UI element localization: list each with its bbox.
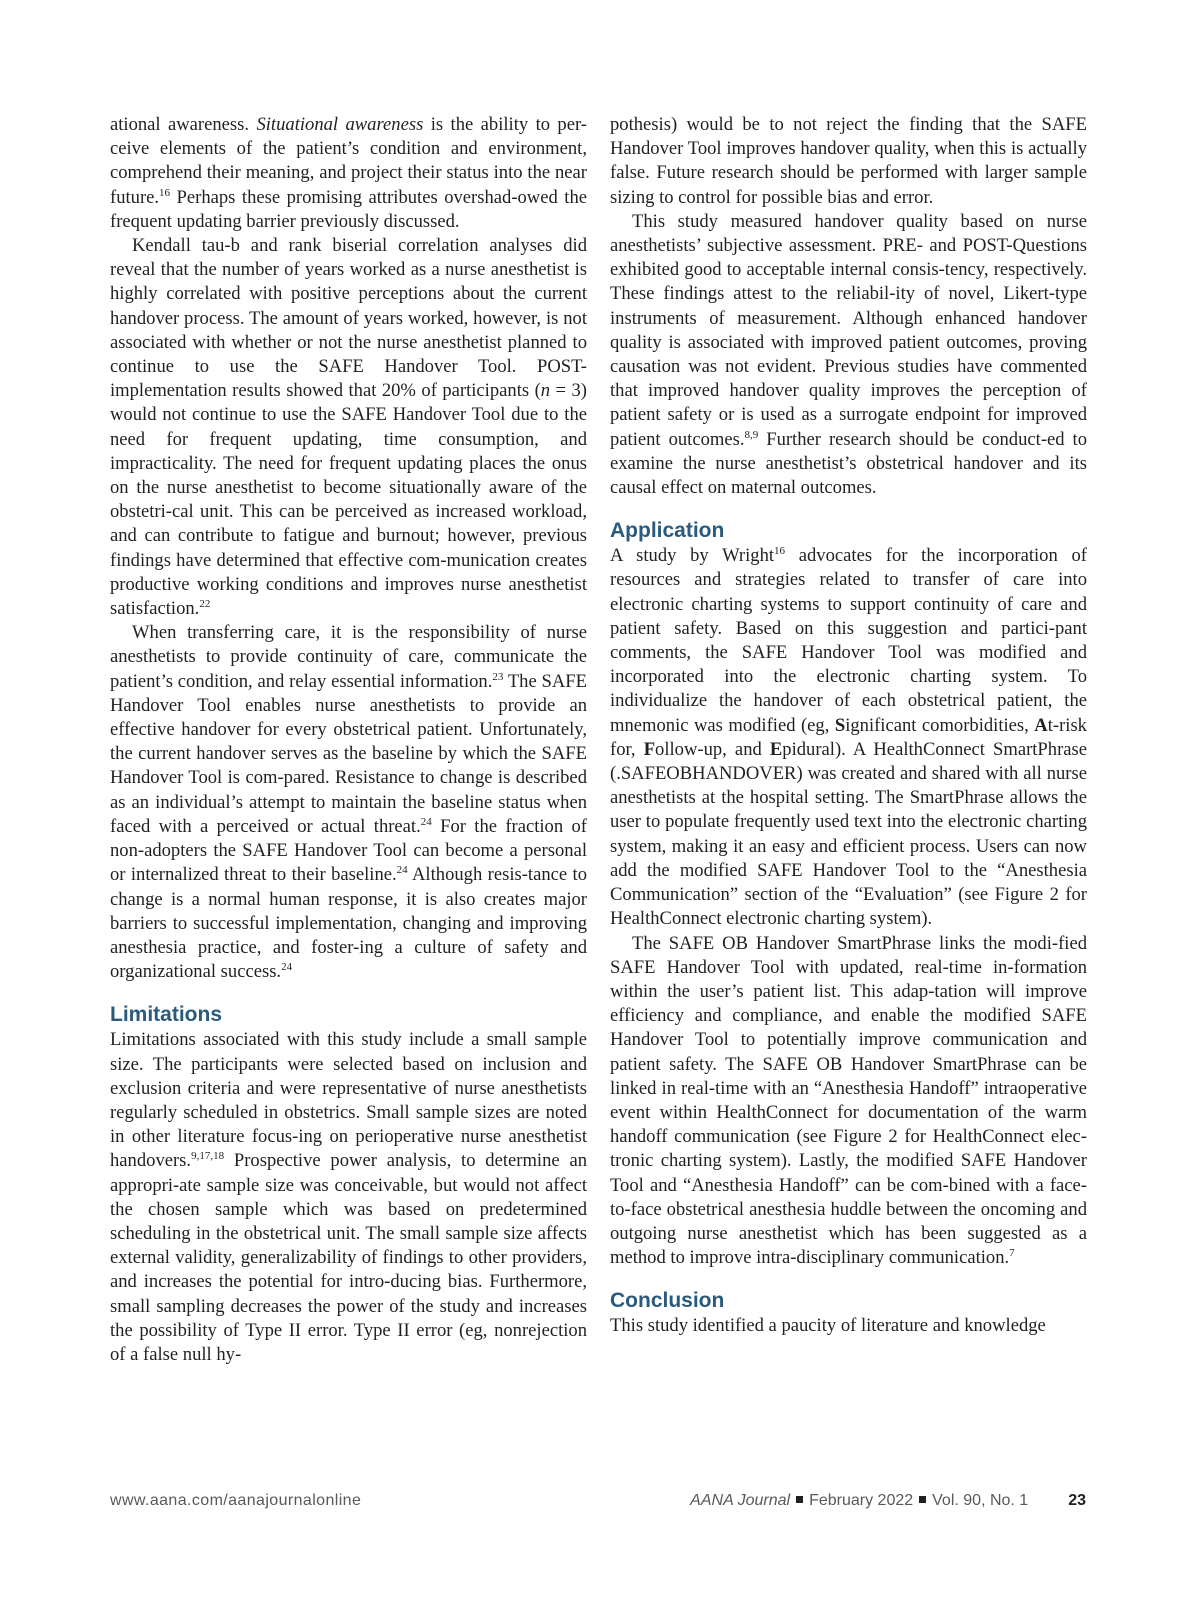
citation-ref: 23: [492, 670, 504, 683]
paragraph-conclusion: This study identified a paucity of literature and knowledge: [610, 1315, 1046, 1337]
footer-citation: [690, 1492, 1086, 1510]
citation-ref: 24: [281, 960, 293, 973]
section-heading-conclusion: Conclusion: [610, 1289, 725, 1313]
citation-ref: 16: [159, 186, 171, 199]
right-column: [610, 113, 1087, 1339]
square-bullet-icon: [796, 1496, 803, 1503]
square-bullet-icon: [919, 1496, 926, 1503]
citation-ref: 9,17,18: [191, 1150, 225, 1163]
paragraph-limitations: Limitations associated with this study include a small sample size. The participants were selected based on inclusion and exclusion criteria and were representative of nurse anesthetists regularly scheduled in obstetrics. Small sample sizes are noted in other literature focus-ing on perioperative nurse anesthetist handovers.$^{9,17,18}$ Prospective power analysis, to determine an appropri-ate sample size was conceivable, but would not affect the chosen sample which was based on predetermined scheduling in the obstetrical unit. The small sample size affects external validity, generalizability of findings to other providers, and increases the potential for intro-ducing bias. Furthermore, small sampling decreases the power of the study and increases the possibility of Type II error. Type II error (eg, nonrejection of a false null hy-: [110, 1029, 587, 1365]
citation-ref: 24: [396, 864, 408, 877]
term-situational-awareness: Situational awareness: [256, 114, 424, 135]
citation-ref: 22: [199, 597, 211, 610]
issue-date: February 2022: [809, 1492, 914, 1509]
volume-issue: Vol. 90, No. 1: [932, 1492, 1029, 1509]
journal-url[interactable]: www.aana.com/aanajournalonline: [110, 1492, 362, 1509]
left-column: [110, 113, 587, 1367]
paragraph-handover-quality: This study measured handover quality based on nurse anesthetists’ subjective assessment. PRE- and POST-Questions exhibited good to acceptable internal consis-tency, respectively. These findings attest to the reliabil-ity of novel, Likert-type instruments of measurement. Although enhanced handover quality is associated with improved patient outcomes, proving causation was not evident. Previous studies have commented that improved handover quality improves the perception of patient safety or is used as a surrogate endpoint for improved patient outcomes.$^{8,9}$ Further research should be conduct-ed to examine the nurse anesthetist’s obstetrical handover and its causal effect on maternal outcomes.: [610, 210, 1088, 499]
paragraph-application: A study by Wright$^{16}$ advocates for the incorporation of resources and strategies related to transfer of care into electronic charting systems to support continuity of care and patient safety. Based on this suggestion and partici-pant comments, the SAFE Handover Tool was modified and incorporated into the electronic charting system. To individualize the handover of each obstetrical patient, the mnemonic was modified (eg, Significant comorbidities, At-risk for, Follow-up, and Epidural). A HealthConnect SmartPhrase (.SAFEOBHANDOVER) was created and shared with all nurse anesthetists at the hospital setting. The SmartPhrase allows the user to populate frequently used text into the electronic charting system, making it an easy and efficient process. Users can now add the modified SAFE Handover Tool to the “Anesthesia Communication” section of the “Evaluation” (see Figure 2 for HealthConnect electronic charting system).: [610, 545, 1087, 930]
paragraph-situational-awareness: ational awareness. Situational awareness is the ability to per-ceive elements of the patient’s condition and environment, comprehend their meaning, and project their status into the near future.$^{16}$ Perhaps these promising attributes overshad-owed the frequent updating barrier previously discussed.: [110, 114, 587, 232]
citation-ref: 7: [1009, 1246, 1015, 1259]
paragraph-transferring-care: When transferring care, it is the responsibility of nurse anesthetists to provide continuity of care, communicate the patient’s condition, and relay essential information.$^{23}$ The SAFE Handover Tool enables nurse anesthetists to provide an effective handover for every obstetrical patient. Unfortunately, the current handover serves as the baseline by which the SAFE Handover Tool is com-pared. Resistance to change is described as an individual’s attempt to maintain the baseline status when faced with a perceived or actual threat.$^{24}$ For the fraction of non-adopters the SAFE Handover Tool can become a personal or internalized threat to their baseline.$^{24}$ Although resis-tance to change is a normal human response, it is also creates major barriers to successful implementation, changing and improving anesthesia practice, and foster-ing a culture of safety and organizational success.$^{24}$: [110, 622, 587, 983]
citation-ref: 16: [774, 545, 786, 558]
page-footer: [110, 1492, 1086, 1516]
section-heading-application: Application: [610, 519, 725, 543]
paragraph-smartphrase: The SAFE OB Handover SmartPhrase links the modi-fied SAFE Handover Tool with updated, real-time in-formation within the user’s patient list. This adap-tation will improve efficiency and compliance, and enable the modified SAFE Handover Tool to potentially improve communication and patient safety. The SAFE OB Handover SmartPhrase can be linked in real-time with an “Anesthesia Handoff” intraoperative event within HealthConnect for documentation of the warm handoff communication (see Figure 2 for HealthConnect elec-tronic charting system). Lastly, the modified SAFE Handover Tool and “Anesthesia Handoff” can be com-bined with a face-to-face obstetrical anesthesia huddle between the oncoming and outgoing nurse anesthetist which has been suggested as a method to improve intra-disciplinary communication.$^7$: [610, 932, 1087, 1269]
paragraph-kendall-analysis: Kendall tau-b and rank biserial correlation analyses did reveal that the number of years worked as a nurse anesthetist is highly correlated with positive perceptions about the current handover process. The amount of years worked, however, is not associated with whether or not the nurse anesthetist planned to continue to use the SAFE Handover Tool. POST-implementation results showed that 20% of participants (n = 3) would not continue to use the SAFE Handover Tool due to the need for frequent updating, time consumption, and impracticality. The need for frequent updating places the onus on the nurse anesthetist to become situationally aware of the obstetri-cal unit. This can be perceived as increased workload, and can contribute to fatigue and burnout; however, previous findings have determined that effective com-munication creates productive working conditions and improves nurse anesthetist satisfaction.$^{22}$: [110, 235, 587, 620]
page-number: 23: [1068, 1492, 1086, 1509]
paragraph-null-hypothesis: pothesis) would be to not reject the finding that the SAFE Handover Tool improves handover quality, when this is actually false. Future research should be performed with larger sample sizing to control for possible bias and error.: [610, 114, 1087, 208]
section-heading-limitations: Limitations: [110, 1003, 223, 1027]
citation-ref: 8,9: [744, 428, 759, 441]
citation-ref: 24: [420, 815, 432, 828]
journal-name: AANA Journal: [690, 1492, 791, 1509]
